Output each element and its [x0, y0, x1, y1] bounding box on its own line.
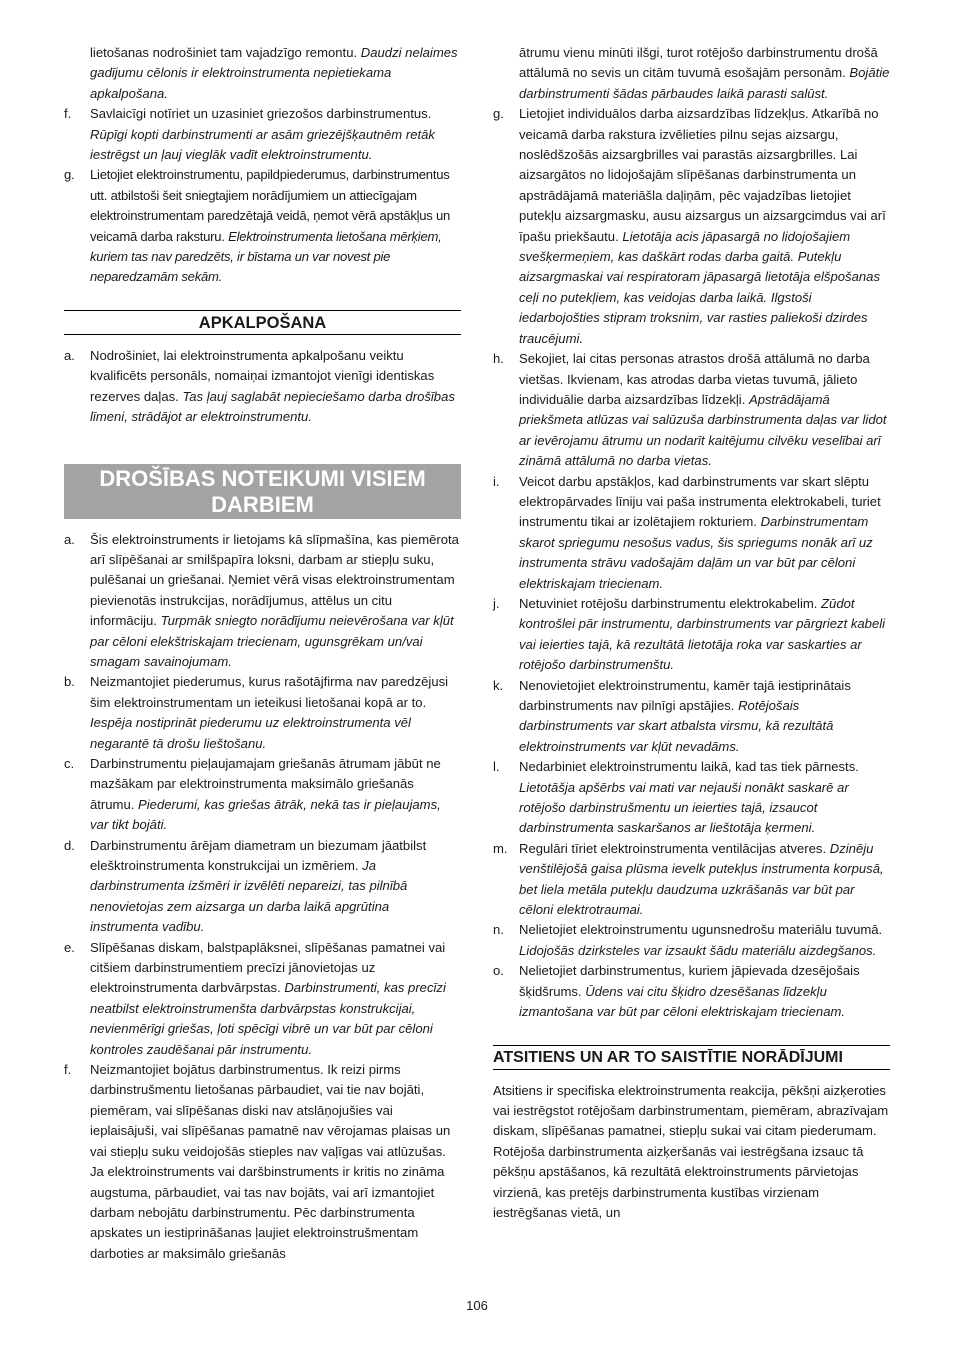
item-text: Nenovietojiet elektroinstrumentu, kamēr tajā iestiprinātais darbinstruments nav pilnīgi apstājies. [519, 677, 851, 713]
list-item [493, 961, 890, 1022]
item-text: Netuviniet rotējošu darbinstrumentu elektrokabelim. [519, 595, 818, 611]
list-item [493, 757, 890, 839]
item-italic: Turpmāk sniegto norādījumu neievērošana var kļūt par cēloni elekštriskajam triecienam, ugunsgrēkam un/vai smagam savainojumam. [90, 613, 454, 669]
item-letter: e. [64, 939, 75, 955]
item-text: Nodrošiniet, lai elektroinstrumenta apkalpošanu veiktu kvalificēts personāls, nomaiņai izmantojot vienīgi identiskas rezerves daļas. [90, 347, 435, 404]
item-italic: Darbinstrumentam skarot spriegumu nesošus vadus, šis spriegums nonāk arī uz instrumenta strāvu vadošajām daļām un var būt par cēloni elektriskajam triecienam. [519, 514, 873, 591]
item-letter: b. [64, 674, 75, 690]
item-letter: l. [493, 759, 500, 775]
item-letter: f. [64, 106, 72, 122]
item-italic: Lidojošās dzirksteles var izsaukt šādu materiālu aizdegšanos. [519, 942, 877, 958]
left-column [64, 43, 461, 1264]
list-safety [64, 530, 461, 1265]
list-right [493, 104, 890, 1022]
list-item [493, 472, 890, 594]
item-text: Regulāri tīriet elektroinstrumenta ventilācijas atveres. [519, 840, 827, 856]
list-item [64, 165, 461, 287]
item-italic: Lietotāja acis jāpasargā no lidojošajiem svešķermeņiem, kas daškārt rodas darba gaitā. Putekļu aizsargmaskai vai respiratoram jāpasargā lietotāja elšpošanas ceļi no putekļiem, kas veidojas darba laikā. Ilgstoši iedarbojošties stipram troksnim, var rasties paliekoši dzirdes traucējumi. [519, 228, 880, 346]
list-item [64, 1060, 461, 1264]
section-heading-kickback: ATSITIENS UN AR TO SAISTĪTIE NORĀDĪJUMI [493, 1045, 890, 1070]
item-italic: Iespēja nostiprināt piederumu uz elektroinstrumenta vēl negarantē tā drošu lieštošanu. [90, 715, 411, 751]
item-text: Lietojiet elektroinstrumentu, papildpiederumus, darbinstrumentus utt. atbilstoši šeit sniegtajiem norādījumiem un attiecīgajam elektroinstrumentam paredzētajā veidā, ņemot vērā apstākļus un veicamā darba raksturu. [90, 167, 451, 244]
list-item [64, 530, 461, 673]
item-text: Sekojiet, lai citas personas atrastos drošā attālumā no darba vietšas. Ikvienam, kas atrodas darba vietas tuvumā, jālieto individuālie darba aizsardzības līdzekļi. [519, 351, 870, 407]
item-letter: f. [64, 1062, 72, 1078]
list-item [493, 676, 890, 758]
paragraph-text: lietošanas nodrošiniet tam vajadzīgo remontu. [90, 45, 358, 60]
item-text: Nedarbiniet elektroinstrumentu laikā, kad tas tiek pārnests. [519, 759, 859, 775]
item-italic: Rotējošais darbinstruments var skart atbalsta virsmu, kā rezultātā elektroinstruments var kļūt nevadāms. [519, 698, 834, 754]
paragraph-italic: Daudzi nelaimes gadījumu cēlonis ir elektroinstrumenta nepietiekama apkalpošana. [90, 45, 458, 101]
item-text: Neizmantojiet bojātus darbinstrumentus. Ik reizi pirms darbinstrušmentu lietošanas pārbaudiet, vai tie nav bojāti, piemēram, vai slīpēšanas diski nav atslāņojušies vai ieplaisājuši, vai slīpēšanas pamatnē nav vērojamas plaisas un vai stiepļu suku veidojošās stieples nav vaļīgas vai atlūzušas. Ja elektroinstruments vai daršbinstruments ir kritis no zināma augstuma, pārbaudiet, vai tas nav bojāts, vai arī izmantojiet darbam nebojātu darbinstrumentu. Pēc darbinstrumenta apskates un iestiprināšanas ļaujiet elektroinstrušmentam darboties ar maksimālo griešanās [90, 1062, 451, 1261]
item-text: Nelietojiet darbinstrumentus, kuriem jāpievada dzesējošais šķidšrums. [519, 963, 860, 999]
list-item [64, 938, 461, 1060]
item-text: Darbinstrumentu ārējam diametram un biezumam jāatbilst elešktroinstrumenta konstrukcijai un izmēriem. [90, 837, 427, 873]
item-italic: Ūdens vai citu šķidro dzesēšanas līdzekļu izmantošana var būt par cēloni elektriskajam triecienam. [519, 983, 846, 1020]
item-text: Slīpēšanas diskam, balstpaplāksnei, slīpēšanas pamatnei vai citšiem darbinstrumentiem precīzi jānovietojas uz elektroinstrumenta darbvārpstas. [90, 939, 446, 996]
item-text: Nelietojiet elektroinstrumentu ugunsnedrošu materiālu tuvumā. [519, 922, 883, 938]
list-item [493, 594, 890, 676]
item-text: Veicot darbu apstākļos, kad darbinstruments var skart slēptu elektropārvades līniju vai paša instrumenta elektrokabeli, turiet instrumentu tikai ar izolētajiem rokturiem. [519, 473, 881, 530]
list-item [493, 349, 890, 471]
list-item [64, 672, 461, 754]
item-letter: g. [64, 167, 75, 183]
item-letter: h. [493, 351, 504, 367]
item-italic: Dzinēju venštilējošā gaisa plūsma ievelk putekļus instrumenta korpusā, bet liela metāla putekļu daudzuma uzkrāšanās var būt par cēloni elektrotraumai. [519, 840, 884, 918]
item-letter: k. [493, 677, 504, 693]
item-italic: Tas ļauj saglabāt nepieciešamo darba drošības līmeni, strādājot ar elektroinstrumentu. [90, 388, 455, 425]
continued-paragraph [64, 43, 461, 104]
item-letter: d. [64, 837, 75, 853]
item-italic: Piederumi, kas griešas ātrāk, nekā tas ir pieļaujams, var tikt bojāti. [90, 796, 441, 833]
section-banner: DROŠĪBAS NOTEIKUMI VISIEM DARBIEM [64, 464, 461, 519]
list-item [493, 839, 890, 921]
list-item [64, 754, 461, 836]
item-italic: Zūdot kontrošlei pār instrumentu, darbinstruments var pārgriezt kabeli vai ieierties tajā, kā rezultātā lietotāja roka var saskarties ar rotējošo darbinstrumenštu. [519, 595, 886, 673]
item-letter: i. [493, 473, 500, 489]
item-text: Darbinstrumentu pieļaujamajam griešanās ātrumam jābūt ne mazšākam par elektroinstrumenta maksimālo griešanās ātrumu. [90, 755, 441, 812]
item-italic: Darbinstrumenti, kas precīzi neatbilst elektroinstrumenšta darbvārpstas konstrukcijai, nevienmērīgi griešas, ļoti spēcīgi vibrē un var būt par cēloni kontroles zaudēšanai pār instrumentu. [90, 980, 446, 1057]
item-letter: c. [64, 755, 75, 771]
item-italic: Ja darbinstrumenta izšmēri ir izvēlēti nepareizi, tas pilnībā nenovietojas zem aizsarga un darba laikā apgrūtina instrumenta vadību. [90, 858, 408, 935]
list-item [64, 346, 461, 428]
item-letter: n. [493, 922, 504, 938]
continued-paragraph [493, 43, 890, 104]
item-letter: a. [64, 347, 75, 363]
item-letter: g. [493, 106, 504, 122]
section-heading-service: APKALPOŠANA [64, 310, 461, 335]
page-number: 106 [466, 1298, 488, 1313]
item-text: Lietojiet individuālos darba aizsardzības līdzekļus. Atkarībā no veicamā darba rakstura izvēlieties pilnu sejas aizsargu, noslēdšzošās aizsargbrilles vai parastās aizsargbrilles. Lai aizsargātos no lidojošajām slīpēšanas darbinstrumenta un apstrādājamā materiāšla daļiņām, pēc vajadzības lietojiet putekļu aizsargmasku, ausu aizsargus un aizsargcimdus vai arī īpašu priekšautu. [519, 106, 886, 244]
item-letter: a. [64, 531, 75, 547]
list-item [493, 920, 890, 961]
right-column [493, 43, 890, 1223]
item-italic: Rūpīgi kopti darbinstrumenti ar asām griezējšķautnēm retāk iestrēgst un ļauj vieglāk vadīt elektroinstrumentu. [90, 126, 435, 163]
list-item [493, 104, 890, 349]
item-italic: Apstrādājamā priekšmeta atlūzas vai salūzuša darbinstrumenta daļas var lidot ar ievērojamu ātrumu un nodarīt kaitējumu cilvēku veselībai arī zināmā attālumā no darba vietas. [519, 391, 887, 469]
item-text: Šis elektroinstruments ir lietojams kā slīpmašīna, kas piemērota arī slīpēšanai ar smilšpapīra loksni, darbam ar stiepļu suku, pulēšanai un griešanai. Ņemiet vērā visas elektroinstrumentam pievienotās instrukcijas, norādījumus, attēlus un citu informāciju. [90, 531, 459, 629]
list-top [64, 104, 461, 288]
paragraph-text: ātrumu vienu minūti ilšgi, turot rotējošo darbinstrumentu drošā attālumā no sevis un citām tuvumā esošajām personām. [519, 45, 878, 81]
item-italic: Elektroinstrumenta lietošana mērķiem, kuriem tas nav paredzēts, ir bīstama un var novest pie neparedzamām sekām. [90, 228, 442, 285]
kickback-paragraph: Atsitiens ir specifiska elektroinstrumenta reakcija, pēkšņi aizķeroties vai iestrēgstot rotējošam darbinstrumentam, piemēram, abrazīvajam diskam, slīpēšanas pamatnei, stiepļu sukai vai citam piederumam. Rotējoša darbinstrumenta aizķeršanās vai iestrēgšana izsauc tā pēkšņu apstāšanos, kā rezultātā elektroinstruments pārvietojas virzienā, kas pretējs darbinstrumenta kustības virzienam iestrēgšanas vietā, un [493, 1082, 889, 1220]
item-italic: Lietotāšja apšērbs vai mati var nejauši nonākt saskarē ar rotējošo darbinstrušmentu un ieierties tajā, izsaucot darbinstrumenta saskaršanos ar lieštotāja ķermeni. [519, 779, 849, 836]
paragraph-italic: Bojātie darbinstrumenti šādas pārbaudes laikā parasti salūst. [519, 65, 890, 101]
list-item [64, 104, 461, 165]
item-text: Neizmantojiet piederumus, kurus rašotājfirma nav paredzējusi šim elektroinstrumentam un ieteikusi lietošanai kopā ar to. [90, 674, 449, 710]
item-letter: j. [493, 595, 500, 611]
item-letter: o. [493, 963, 504, 979]
item-text: Savlaicīgi notīriet un uzasiniet griezošos darbinstrumentus. [90, 106, 432, 122]
item-letter: m. [493, 840, 508, 856]
list-item [64, 836, 461, 938]
